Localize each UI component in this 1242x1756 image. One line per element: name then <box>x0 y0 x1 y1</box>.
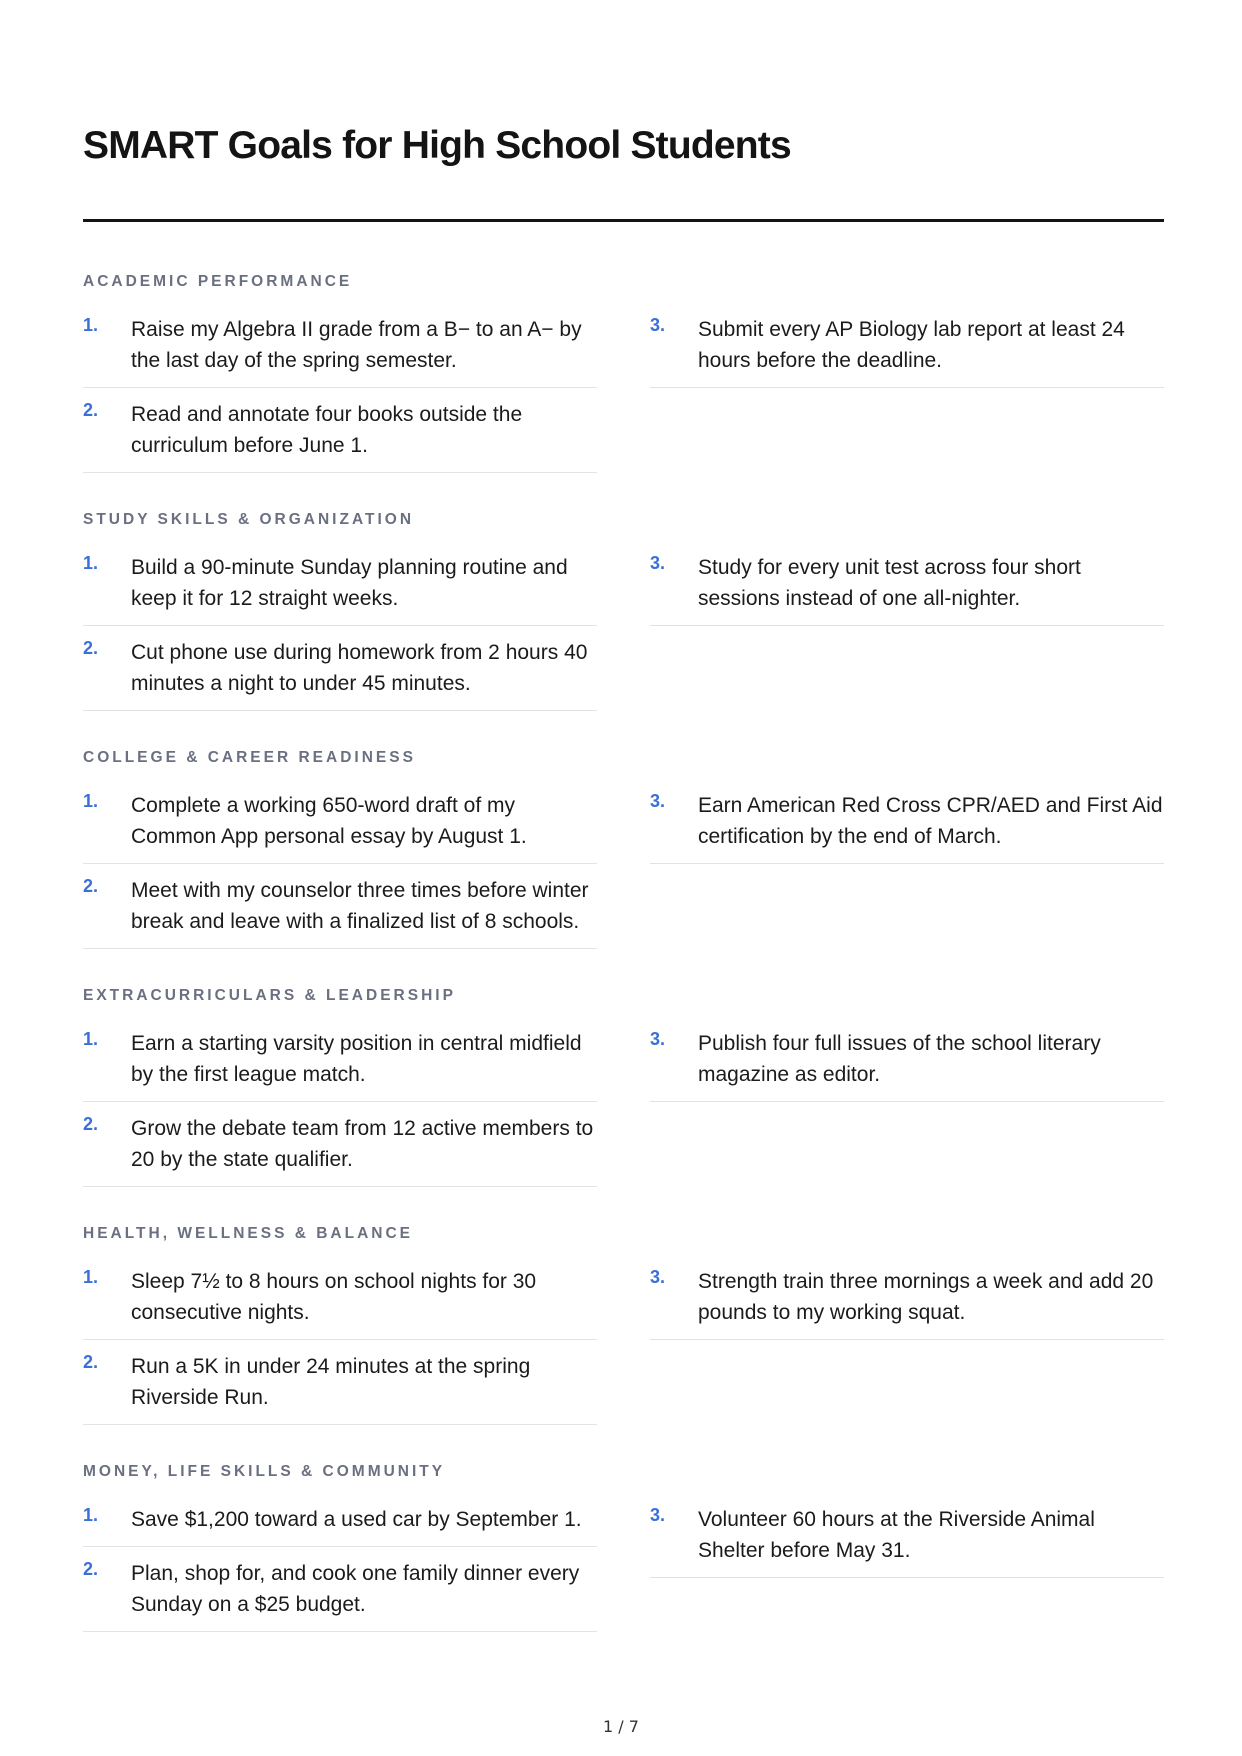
goal-section <box>83 748 1164 949</box>
goal-item <box>83 552 597 626</box>
goal-number: 3. <box>650 791 666 811</box>
goal-item <box>83 1351 597 1425</box>
goal-text: Sleep 7½ to 8 hours on school nights for 30 consecutive nights. <box>131 1270 537 1324</box>
goal-text: Build a 90-minute Sunday planning routine and keep it for 12 straight weeks. <box>131 556 568 610</box>
goal-number: 3. <box>650 1505 666 1525</box>
goal-column-left <box>83 1504 597 1632</box>
section-heading: STUDY SKILLS & ORGANIZATION <box>83 511 415 528</box>
goal-text: Submit every AP Biology lab report at least 24 hours before the deadline. <box>698 318 1125 372</box>
page-title: SMART Goals for High School Students <box>83 124 791 167</box>
goal-number: 1. <box>83 1505 99 1525</box>
goal-item <box>83 875 597 949</box>
goal-number: 3. <box>650 1267 666 1287</box>
goal-column-left <box>83 790 597 949</box>
goal-text: Run a 5K in under 24 minutes at the spring Riverside Run. <box>131 1355 531 1409</box>
goal-number: 3. <box>650 1029 666 1049</box>
goal-text: Earn American Red Cross CPR/AED and First Aid certification by the end of March. <box>698 794 1163 848</box>
goal-text: Publish four full issues of the school literary magazine as editor. <box>698 1032 1101 1086</box>
goal-item <box>83 1558 597 1632</box>
goal-column-right <box>650 314 1164 473</box>
goal-column-right <box>650 1266 1164 1425</box>
goal-text: Study for every unit test across four short sessions instead of one all-nighter. <box>698 556 1081 610</box>
goal-section <box>83 1462 1164 1632</box>
goal-number: 1. <box>83 1267 99 1287</box>
goal-text: Meet with my counselor three times before winter break and leave with a finalized list of 8 schools. <box>131 879 589 933</box>
goal-item <box>650 790 1164 864</box>
goal-number: 2. <box>83 1352 99 1372</box>
goal-text: Plan, shop for, and cook one family dinner every Sunday on a $25 budget. <box>131 1562 580 1616</box>
goal-item <box>83 1113 597 1187</box>
goal-column-left <box>83 1266 597 1425</box>
goal-number: 2. <box>83 876 99 896</box>
goal-item <box>83 1028 597 1102</box>
goal-item <box>650 1504 1164 1578</box>
goal-grid <box>83 314 1164 473</box>
goal-column-left <box>83 552 597 711</box>
goal-column-right <box>650 790 1164 949</box>
goal-column-right <box>650 552 1164 711</box>
goal-text: Raise my Algebra II grade from a B− to an A− by the last day of the spring semester. <box>131 318 582 372</box>
goal-text: Cut phone use during homework from 2 hours 40 minutes a night to under 45 minutes. <box>131 641 588 695</box>
goal-number: 1. <box>83 1029 99 1049</box>
goal-text: Strength train three mornings a week and add 20 pounds to my working squat. <box>698 1270 1154 1324</box>
goal-text: Volunteer 60 hours at the Riverside Animal Shelter before May 31. <box>698 1508 1095 1562</box>
section-heading: EXTRACURRICULARS & LEADERSHIP <box>83 987 456 1004</box>
goal-number: 2. <box>83 1114 99 1134</box>
goal-item <box>650 552 1164 626</box>
goal-item <box>650 1266 1164 1340</box>
goal-text: Complete a working 650-word draft of my Common App personal essay by August 1. <box>131 794 527 848</box>
goal-section <box>83 986 1164 1187</box>
section-heading: MONEY, LIFE SKILLS & COMMUNITY <box>83 1463 446 1480</box>
title-divider <box>83 219 1164 222</box>
goal-section <box>83 1224 1164 1425</box>
goal-number: 1. <box>83 553 99 573</box>
section-heading: ACADEMIC PERFORMANCE <box>83 273 353 290</box>
goal-grid <box>83 552 1164 711</box>
goal-number: 3. <box>650 315 666 335</box>
goal-number: 2. <box>83 638 99 658</box>
goal-number: 1. <box>83 791 99 811</box>
goal-item <box>83 790 597 864</box>
goal-item <box>83 1266 597 1340</box>
goal-section <box>83 272 1164 473</box>
goal-item <box>83 399 597 473</box>
goal-item <box>83 314 597 388</box>
goal-number: 1. <box>83 315 99 335</box>
goal-text: Earn a starting varsity position in central midfield by the first league match. <box>131 1032 582 1086</box>
goal-column-right <box>650 1028 1164 1187</box>
page-number: 1 / 7 <box>603 1717 639 1736</box>
goal-column-right <box>650 1504 1164 1632</box>
goal-number: 2. <box>83 400 99 420</box>
goal-item <box>650 314 1164 388</box>
goal-column-left <box>83 314 597 473</box>
goal-text: Read and annotate four books outside the curriculum before June 1. <box>131 403 523 457</box>
goal-text: Save $1,200 toward a used car by September 1. <box>131 1508 582 1531</box>
goal-grid <box>83 1028 1164 1187</box>
goal-column-left <box>83 1028 597 1187</box>
goal-item <box>650 1028 1164 1102</box>
goal-grid <box>83 1266 1164 1425</box>
goal-item <box>83 637 597 711</box>
goal-text: Grow the debate team from 12 active members to 20 by the state qualifier. <box>131 1117 594 1171</box>
section-heading: COLLEGE & CAREER READINESS <box>83 749 416 766</box>
goal-sections <box>83 272 1164 1669</box>
goal-grid <box>83 1504 1164 1632</box>
section-heading: HEALTH, WELLNESS & BALANCE <box>83 1225 414 1242</box>
goal-item <box>83 1504 597 1547</box>
goal-number: 3. <box>650 553 666 573</box>
goal-section <box>83 510 1164 711</box>
goal-number: 2. <box>83 1559 99 1579</box>
goal-grid <box>83 790 1164 949</box>
